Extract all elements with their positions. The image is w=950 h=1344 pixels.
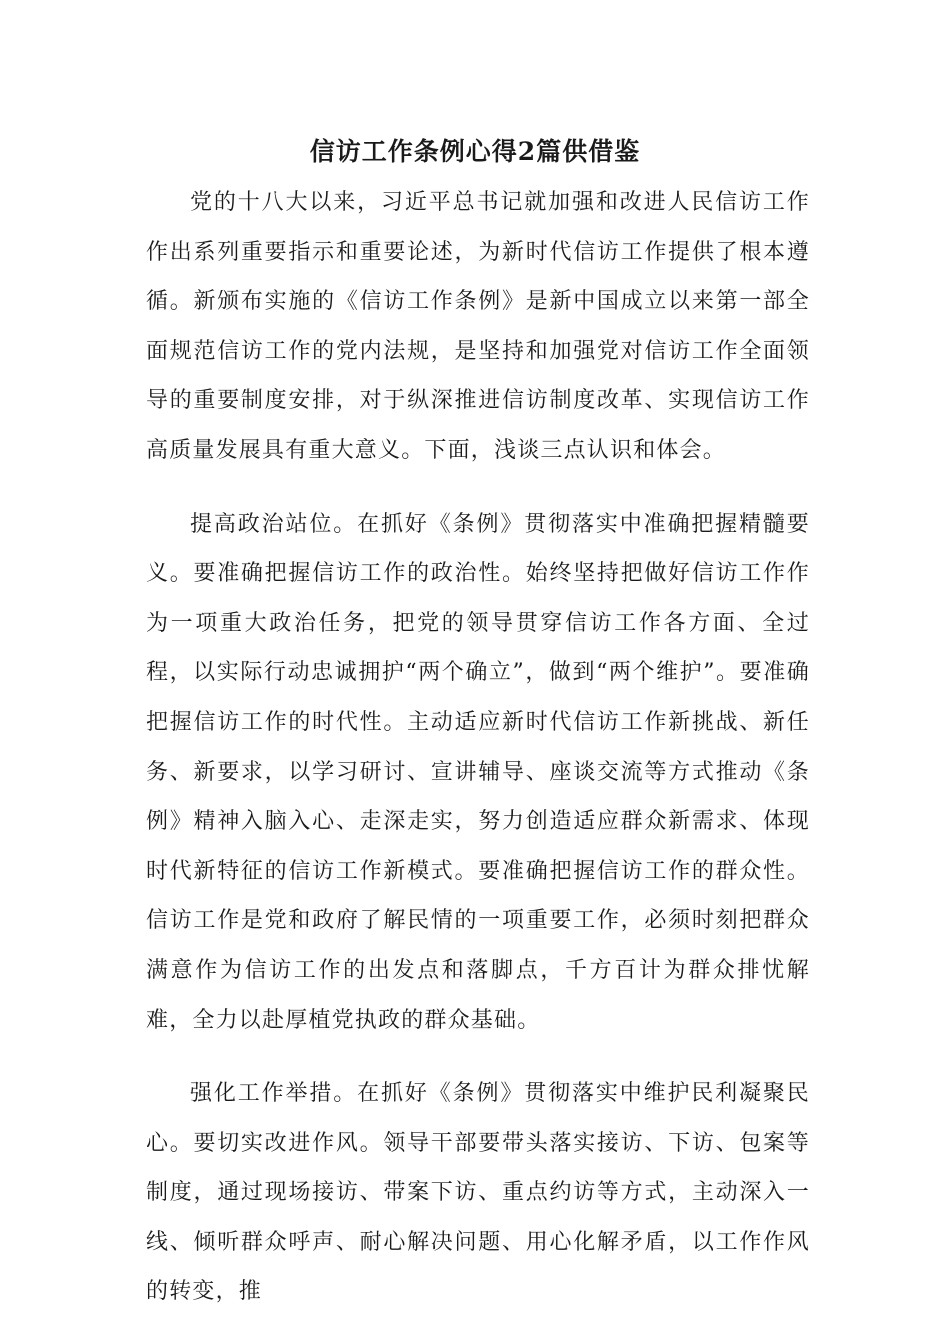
document-title: 信访工作条例心得2篇供借鉴 bbox=[309, 137, 641, 166]
paragraph-work-measures: 强化工作举措。在抓好《条例》贯彻落实中维护民利凝聚民心。要切实改进作风。领导干部要带头落实接访、下访、包案等制度，通过现场接访、带案下访、重点约访等方式，主动深入一线、倾听群众呼声、耐心解决问题、用心化解矛盾，以工作作风的转变，推 bbox=[146, 1081, 810, 1305]
paragraph-intro: 党的十八大以来，习近平总书记就加强和改进人民信访工作作出系列重要指示和重要论述，为新时代信访工作提供了根本遵循。新颁布实施的《信访工作条例》是新中国成立以来第一部全面规范信访工作的党内法规，是坚持和加强党对信访工作全面领导的重要制度安排，对于纵深推进信访制度改革、实现信访工作高质量发展具有重大意义。下面，浅谈三点认识和体会。 bbox=[146, 190, 810, 463]
paragraph-political-stance: 提高政治站位。在抓好《条例》贯彻落实中准确把握精髓要义。要准确把握信访工作的政治性。始终坚持把做好信访工作作为一项重大政治任务，把党的领导贯穿信访工作各方面、全过程，以实际行动忠诚拥护“两个确立”，做到“两个维护”。要准确把握信访工作的时代性。主动适应新时代信访工作新挑战、新任务、新要求，以学习研讨、宣讲辅导、座谈交流等方式推动《条例》精神入脑入心、走深走实，努力创造适应群众新需求、体现时代新特征的信访工作新模式。要准确把握信访工作的群众性。信访工作是党和政府了解民情的一项重要工作，必须时刻把群众满意作为信访工作的出发点和落脚点，千方百计为群众排忧解难，全力以赴厚植党执政的群众基础。 bbox=[146, 511, 810, 1033]
document-body bbox=[146, 178, 810, 1317]
